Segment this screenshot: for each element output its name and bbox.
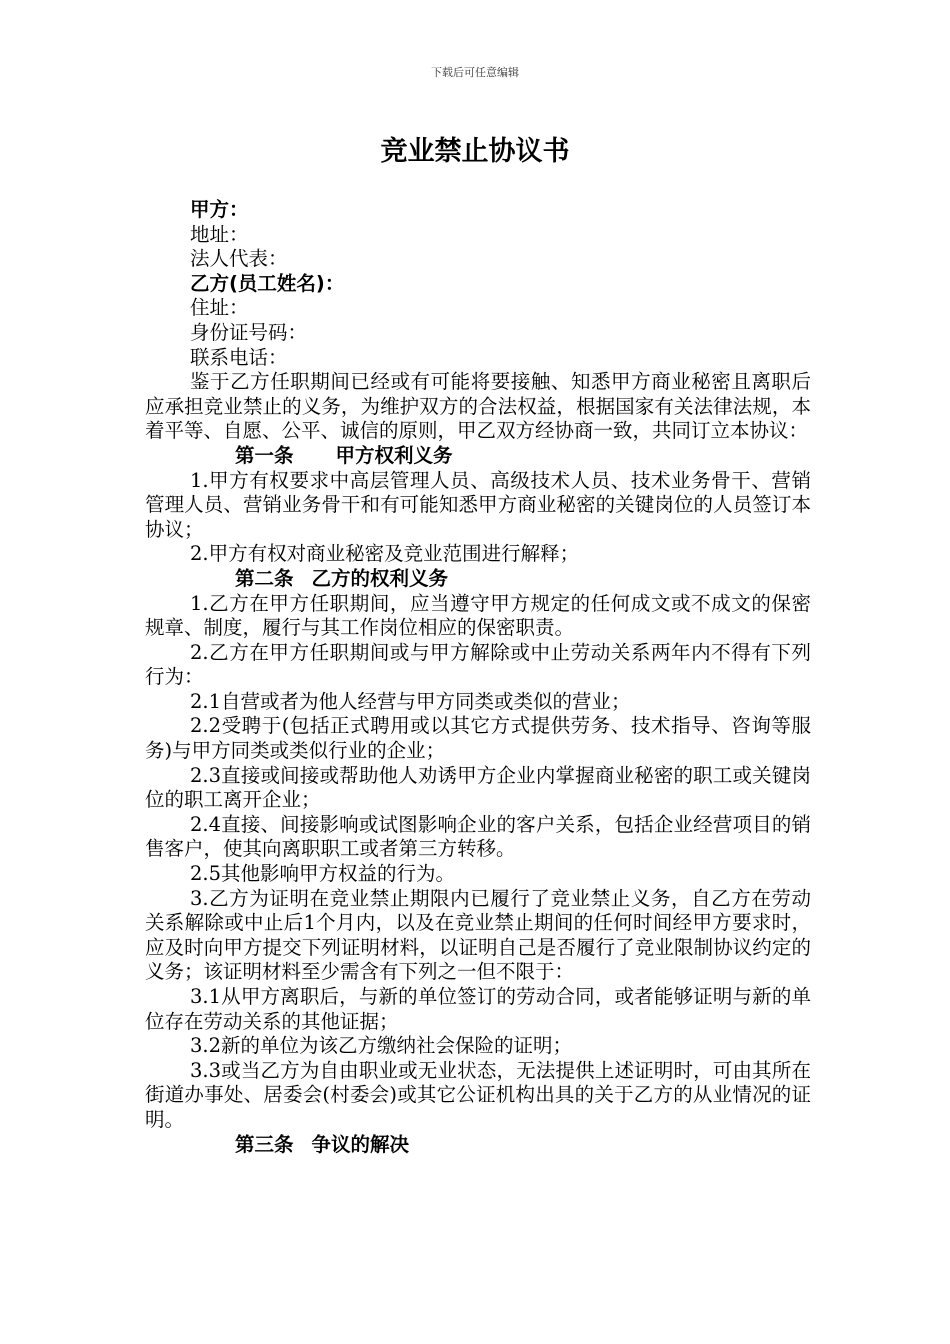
article-1-title: 甲方权利义务 [335, 443, 453, 467]
preamble-paragraph: 鉴于乙方任职期间已经或有可能将要接触、知悉甲方商业秘密且离职后应承担竞业禁止的义务，为维护双方的合法权益，根据国家有关法律法规，本着平等、自愿、公平、诚信的原则，甲乙双方经协商一致，共同订立本协议： [145, 370, 811, 443]
article-2-item: 2.2受聘于(包括正式聘用或以其它方式提供劳务、技术指导、咨询等服务)与甲方同类或类似行业的企业； [145, 714, 811, 763]
article-2-item: 3.乙方为证明在竞业禁止期限内已履行了竞业禁止义务，自乙方在劳动关系解除或中止后1个月内，以及在竞业禁止期间的任何时间经甲方要求时，应及时向甲方提交下列证明材料，以证明自己是否履行了竞业限制协议约定的义务；该证明材料至少需含有下列之一但不限于： [145, 886, 811, 984]
article-2-title: 乙方的权利义务 [311, 566, 449, 590]
party-a-legal-rep: 法人代表： [190, 247, 288, 271]
article-1-number: 第一条 [235, 443, 294, 467]
article-2-item: 2.4直接、间接影响或试图影响企业的客户关系，包括企业经营项目的销售客户，使其向离职职工或者第三方转移。 [145, 812, 811, 861]
article-2-item: 3.2新的单位为该乙方缴纳社会保险的证明； [190, 1034, 573, 1058]
article-2-item: 1.乙方在甲方任职期间，应当遵守甲方规定的任何成文或不成文的保密规章、制度，履行与其工作岗位相应的保密职责。 [145, 591, 811, 640]
party-b-id-number: 身份证号码： [190, 320, 308, 344]
header-note: 下载后可任意编辑 [431, 66, 519, 79]
party-b-label: 乙方(员工姓名)： [190, 271, 345, 295]
party-a-address: 地址： [190, 222, 249, 246]
party-a-label: 甲方： [190, 198, 249, 221]
article-1-heading [145, 444, 811, 469]
article-2-heading [145, 567, 811, 592]
document-title: 竞业禁止协议书 [380, 136, 570, 167]
article-3-title: 争议的解决 [311, 1132, 410, 1156]
article-2-item: 2.1自营或者为他人经营与甲方同类或类似的营业； [190, 689, 631, 713]
article-3-heading [145, 1133, 811, 1158]
article-1-item: 1.甲方有权要求中高层管理人员、高级技术人员、技术业务骨干、营销管理人员、营销业务骨干和有可能知悉甲方商业秘密的关键岗位的人员签订本协议； [145, 468, 811, 541]
document-body [145, 198, 811, 1157]
article-2-item: 3.3或当乙方为自由职业或无业状态，无法提供上述证明时，可由其所在街道办事处、居委会(村委会)或其它公证机构出具的关于乙方的从业情况的证明。 [145, 1058, 811, 1131]
article-1-item: 2.甲方有权对商业秘密及竞业范围进行解释； [190, 542, 580, 566]
article-2-number: 第二条 [235, 566, 294, 590]
article-2-item: 2.乙方在甲方任职期间或与甲方解除或中止劳动关系两年内不得有下列行为： [145, 640, 811, 689]
party-b-phone: 联系电话： [190, 345, 288, 369]
party-b-residence: 住址： [190, 296, 249, 320]
article-2-item: 2.5其他影响甲方权益的行为。 [190, 862, 456, 886]
article-3-number: 第三条 [235, 1132, 294, 1156]
article-2-item: 3.1从甲方离职后，与新的单位签订的劳动合同，或者能够证明与新的单位存在劳动关系的其他证据； [145, 985, 811, 1033]
article-2-item: 2.3直接或间接或帮助他人劝诱甲方企业内掌握商业秘密的职工或关键岗位的职工离开企业； [145, 763, 811, 812]
